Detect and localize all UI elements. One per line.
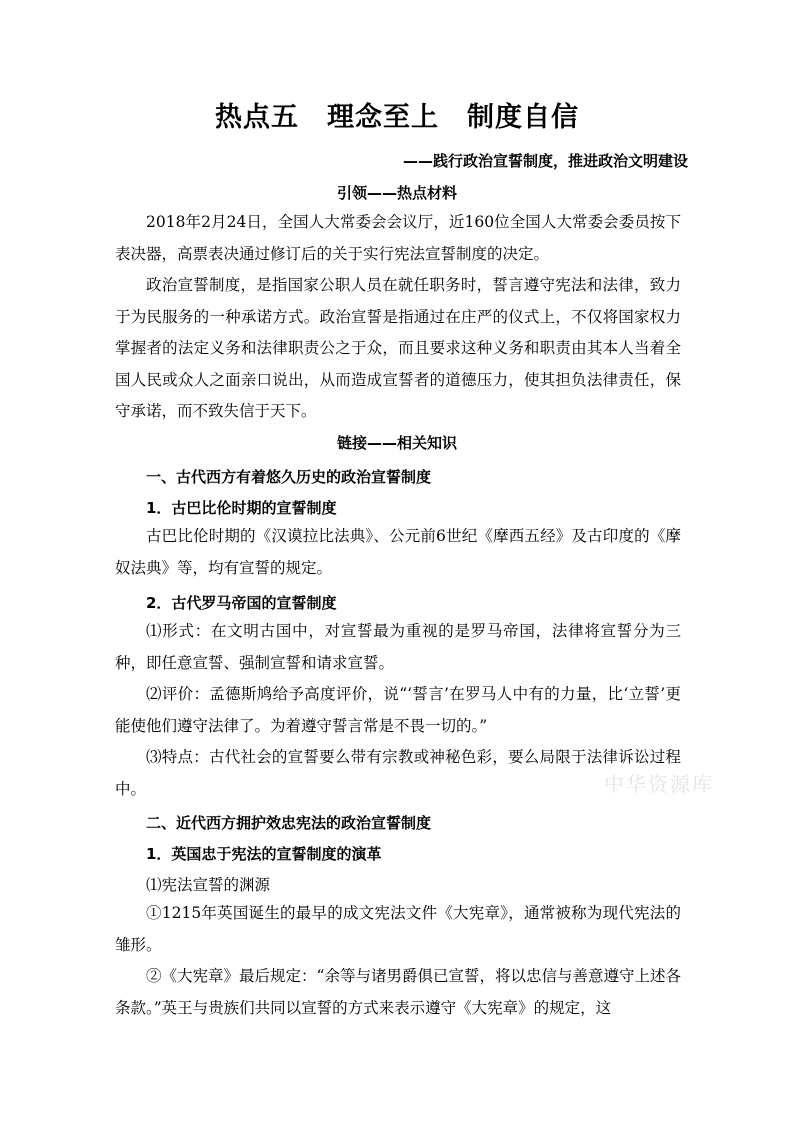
- section1-item-form: ⑴形式：在文明古国中，对宣誓最为重视的是罗马帝国，法律将宣誓分为三种，即任意宣誓、强制宣誓和请求宣誓。: [115, 622, 681, 672]
- watermark-text: 中华资源库: [604, 772, 714, 796]
- section1-item-feature: ⑶特点：古代社会的宣誓要么带有宗教或神秘色彩，要么局限于法律诉讼过程中。: [115, 748, 681, 798]
- link-heading: 链接——相关知识: [336, 434, 457, 452]
- section2-sub1-heading: 1．英国忠于宪法的宣誓制度的演革: [146, 845, 382, 863]
- section1-sub1-heading: 1．古巴比伦时期的宣誓制度: [146, 499, 337, 517]
- section2-point1: ①1215年英国诞生的最早的成文宪法文件《大宪章》，通常被称为现代宪法的雏形。: [115, 904, 681, 954]
- paragraph-definition: 政治宣誓制度，是指国家公职人员在就任职务时，誓言遵守宪法和法律，致力于为民服务的一种承诺方式。政治宣誓是指通过在庄严的仪式上，不仅将国家权力掌握者的法定义务和法律职责公之于众，而且要求这种义务和职责由其本人当着全国人民或众人之面亲口说出，从而造成宣誓者的道德压力，使其担负法律责任，保守承诺，而不致失信于天下。: [115, 276, 681, 420]
- page-subtitle: ——践行政治宣誓制度，推进政治文明建设: [402, 152, 688, 170]
- section2-origin-label: ⑴宪法宣誓的渊源: [146, 876, 271, 894]
- lead-heading: 引领——热点材料: [336, 184, 457, 202]
- section1-sub2-heading: 2．古代罗马帝国的宣誓制度: [146, 594, 337, 612]
- section2-point2: ②《大宪章》最后规定：“余等与诸男爵俱已宣誓，将以忠信与善意遵守上述各条款。”英王与贵族们共同以宣誓的方式来表示遵守《大宪章》的规定，这: [115, 967, 681, 1017]
- section1-sub1-text: 古巴比伦时期的《汉谟拉比法典》、公元前6世纪《摩西五经》及古印度的《摩奴法典》等，均有宣誓的规定。: [115, 527, 681, 577]
- page-title: 热点五 理念至上 制度自信: [215, 102, 579, 133]
- paragraph-news: 2018年2月24日，全国人大常委会会议厅，近160位全国人大常委会委员按下表决器，高票表决通过修订后的关于实行宪法宣誓制度的决定。: [115, 213, 681, 263]
- section2-heading: 二、近代西方拥护效忠宪法的政治宣誓制度: [146, 814, 432, 832]
- section1-item-evaluation: ⑵评价：孟德斯鸠给予高度评价，说“‘誓言’在罗马人中有的力量，比‘立誓’更能使他们遵守法律了。为着遵守誓言常是不畏一切的。”: [115, 685, 681, 735]
- section1-heading: 一、古代西方有着悠久历史的政治宣誓制度: [146, 468, 432, 486]
